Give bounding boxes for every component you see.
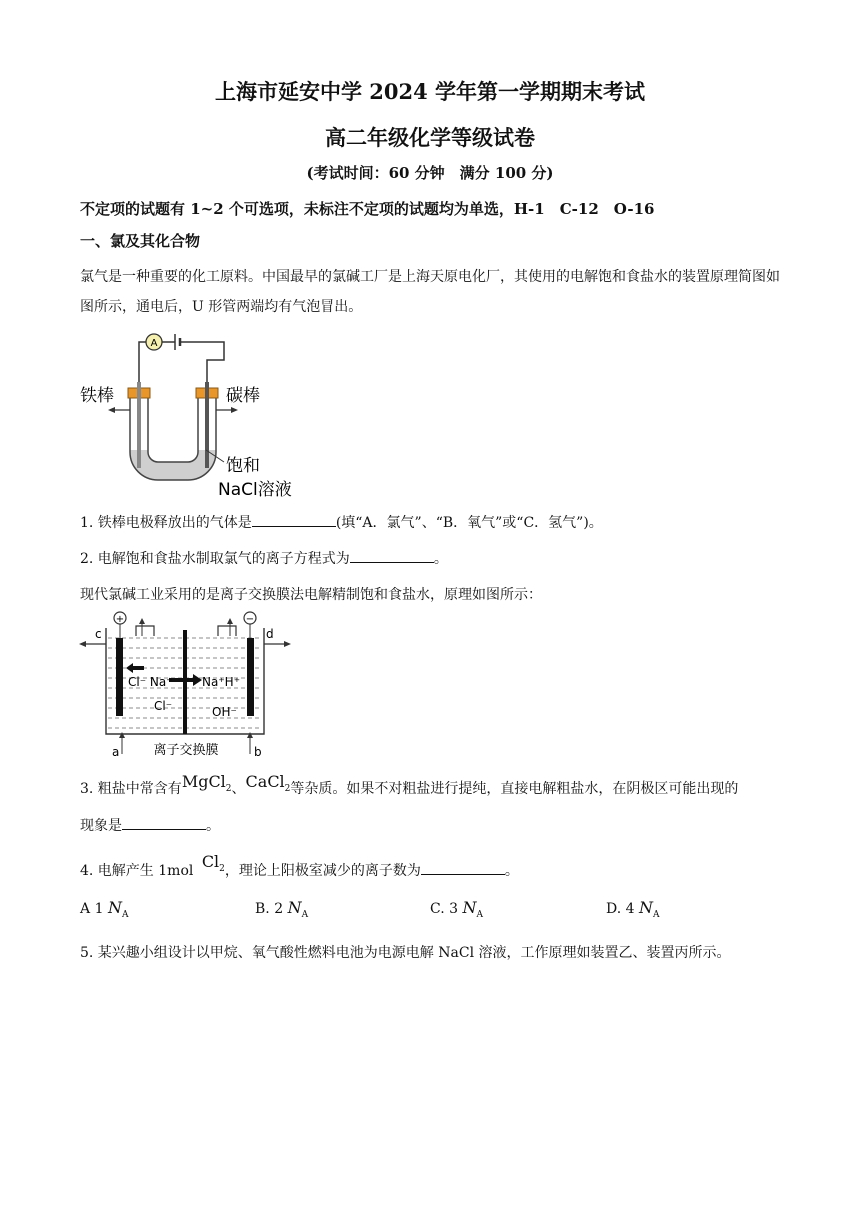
question-3-line2-text: 现象是 xyxy=(80,818,122,834)
cl-label: Cl⁻ xyxy=(154,699,173,713)
cacl2-subscript: 2 xyxy=(284,784,291,795)
option-c-n: N xyxy=(462,898,477,917)
gas-up-right-arrow-icon xyxy=(227,618,233,624)
option-a[interactable] xyxy=(80,898,128,920)
question-3-text-continued: 等杂质。如果不对粗盐进行提纯，直接电解粗盐水，在阴极区可能出现的 xyxy=(290,781,739,797)
outlet-d-arrow-icon xyxy=(284,641,291,647)
cacl2-formula: CaCl xyxy=(245,772,285,791)
question-3-blank[interactable] xyxy=(122,829,206,830)
chloride-arrow-icon xyxy=(126,663,144,673)
question-4-end: 。 xyxy=(504,863,519,879)
option-b-n: N xyxy=(287,898,302,917)
question-3-line2 xyxy=(80,815,220,835)
carbon-rod xyxy=(205,382,209,468)
iron-rod xyxy=(137,382,141,468)
minus-sign: − xyxy=(245,614,255,625)
oh-label: OH⁻ xyxy=(212,705,237,719)
question-2 xyxy=(80,548,448,568)
section-title: 一、氯及其化合物 xyxy=(80,232,201,250)
exam-title: 上海市延安中学 2024 学年第一学期期末考试 xyxy=(214,79,646,104)
question-2-blank[interactable] xyxy=(350,562,434,563)
option-d-subscript: A xyxy=(653,909,660,920)
iron-rod-label: 铁棒 xyxy=(80,386,114,406)
question-1-choices: (填“A．氯气”、“B．氧气”或“C．氢气”)。 xyxy=(335,515,603,531)
question-5: 5. 某兴趣小组设计以甲烷、氧气酸性燃料电池为电源电解 NaCl 溶液，工作原理如装置乙、装置丙所示。 xyxy=(80,945,731,961)
question-2-end: 。 xyxy=(433,551,448,567)
option-a-number: 1 xyxy=(94,901,104,917)
u-tube-figure xyxy=(78,330,318,502)
exam-subtitle: 高二年级化学等级试卷 xyxy=(325,125,535,150)
label-b: b xyxy=(254,745,262,758)
option-a-label: A xyxy=(80,901,91,917)
cl2-subscript: 2 xyxy=(219,864,225,875)
section-intro: 氯气是一种重要的化工原料。中国最早的氯碱工厂是上海天原电化厂，其使用的电解饱和食盐水的装置原理简图如图所示，通电后，U 形管两端均有气泡冒出。 xyxy=(80,269,780,315)
option-c[interactable] xyxy=(430,898,483,920)
cathode-electrode xyxy=(247,638,254,716)
option-b[interactable] xyxy=(255,898,308,920)
question-4-text-continued: ，理论上阳极室减少的离子数为 xyxy=(224,863,421,879)
left-outlet-arrow-icon xyxy=(108,407,115,413)
option-c-subscript: A xyxy=(476,909,483,920)
question-1 xyxy=(80,512,603,532)
carbon-rod-label: 碳棒 xyxy=(226,386,260,406)
inlet-b-arrow-icon xyxy=(247,732,253,738)
instructions: 不定项的试题有 1~2 个可选项，未标注不定项的试题均为单选，H-1 C-12 O-16 xyxy=(80,200,655,218)
question-3-text: 3. 粗盐中常含有 xyxy=(80,781,182,797)
label-a: a xyxy=(112,745,120,758)
gas-up-left-arrow-icon xyxy=(139,618,145,624)
formula-separator: 、 xyxy=(231,781,246,797)
option-d-label: D. 4 xyxy=(606,901,635,917)
solution-label-1: 饱和 xyxy=(226,456,260,476)
question-3 xyxy=(80,772,739,800)
question-1-text: 1. 铁棒电极释放出的气体是 xyxy=(80,515,252,531)
anode-electrode xyxy=(116,638,123,716)
solution-label-2: NaCl溶液 xyxy=(218,480,292,500)
left-ions-label: Cl⁻ Na⁺ xyxy=(128,675,173,689)
option-c-label: C. 3 xyxy=(430,901,459,917)
right-ions-label: Na⁺H⁺ xyxy=(202,675,241,689)
option-d-n: N xyxy=(639,898,653,917)
question-3-end: 。 xyxy=(206,818,220,834)
plus-sign: + xyxy=(115,614,125,625)
mgcl2-formula: MgCl xyxy=(181,772,226,791)
section-intro-2: 现代氯碱工业采用的是离子交换膜法电解精制饱和食盐水，原理如图所示： xyxy=(80,587,542,603)
right-outlet-arrow-icon xyxy=(231,407,238,413)
exam-info: (考试时间：60 分钟 满分 100 分) xyxy=(306,164,554,182)
option-d[interactable] xyxy=(606,898,660,920)
option-b-label: B. 2 xyxy=(255,901,284,917)
membrane-label: 离子交换膜 xyxy=(153,743,219,758)
label-c: c xyxy=(95,627,102,641)
question-1-blank[interactable] xyxy=(252,526,336,527)
cl2-formula: Cl xyxy=(201,852,220,871)
mgcl2-subscript: 2 xyxy=(225,784,232,795)
label-d: d xyxy=(266,627,274,641)
ammeter-label: A xyxy=(150,338,158,349)
question-4-blank[interactable] xyxy=(421,874,505,875)
inlet-a-arrow-icon xyxy=(119,732,125,738)
outlet-c-arrow-icon xyxy=(79,641,86,647)
question-4 xyxy=(80,852,519,882)
question-4-text: 4. 电解产生 1mol xyxy=(80,863,194,879)
membrane-cell-figure xyxy=(78,608,293,758)
question-2-text: 2. 电解饱和食盐水制取氯气的离子方程式为 xyxy=(80,551,350,567)
option-a-n: N xyxy=(107,898,122,917)
option-b-subscript: A xyxy=(301,909,309,920)
option-a-subscript: A xyxy=(121,909,129,920)
